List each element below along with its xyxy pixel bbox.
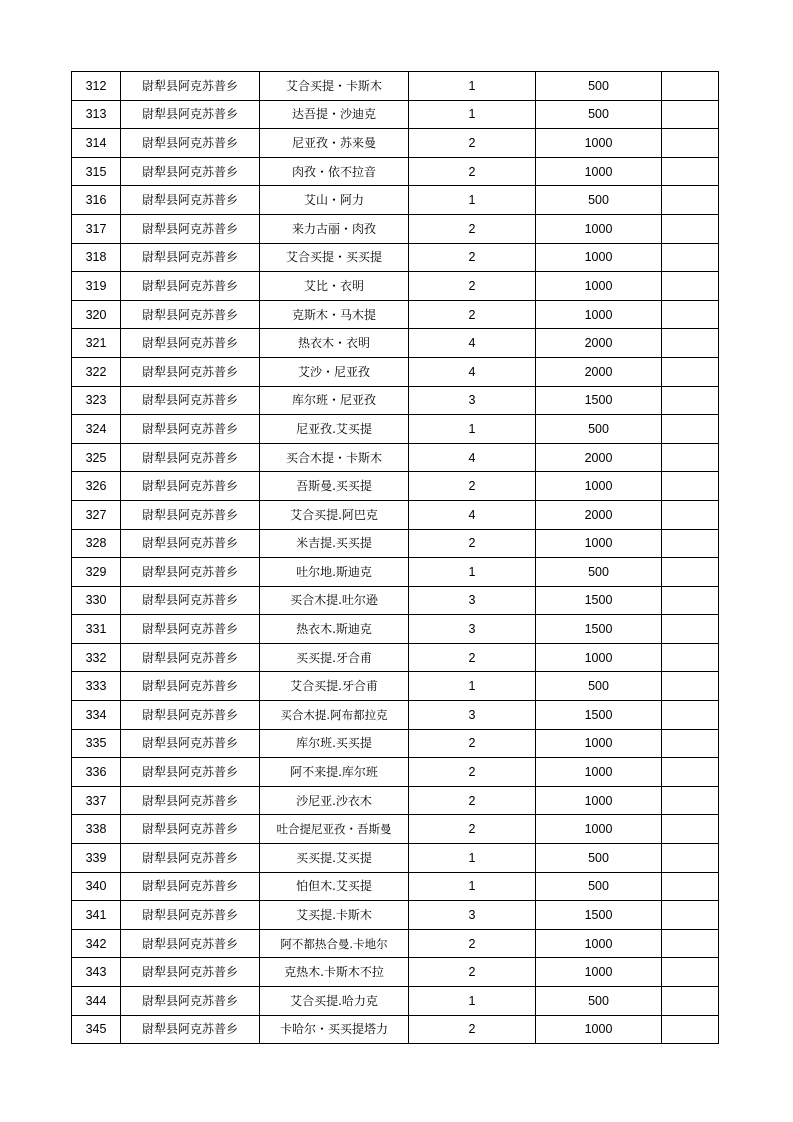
amount-cell: 1500: [536, 701, 662, 730]
township-cell: 尉犁县阿克苏普乡: [121, 500, 260, 529]
row-number-cell: 314: [72, 129, 121, 158]
note-cell: [662, 729, 719, 758]
person-name-cell: 买合木提.阿布都拉克: [260, 701, 409, 730]
note-cell: [662, 701, 719, 730]
table-row: [72, 586, 719, 615]
note-cell: [662, 300, 719, 329]
row-number-cell: 334: [72, 701, 121, 730]
amount-cell: 500: [536, 872, 662, 901]
person-name-cell: 克热木.卡斯木不拉: [260, 958, 409, 987]
amount-cell: 500: [536, 72, 662, 101]
table-row: [72, 786, 719, 815]
table-row: [72, 357, 719, 386]
table-row: [72, 929, 719, 958]
household-count-cell: 1: [409, 987, 536, 1016]
note-cell: [662, 100, 719, 129]
township-cell: 尉犁县阿克苏普乡: [121, 558, 260, 587]
township-cell: 尉犁县阿克苏普乡: [121, 214, 260, 243]
township-cell: 尉犁县阿克苏普乡: [121, 844, 260, 873]
row-number-cell: 319: [72, 272, 121, 301]
row-number-cell: 321: [72, 329, 121, 358]
row-number-cell: 322: [72, 357, 121, 386]
person-name-cell: 热衣木・衣明: [260, 329, 409, 358]
row-number-cell: 320: [72, 300, 121, 329]
amount-cell: 1000: [536, 214, 662, 243]
table-row: [72, 958, 719, 987]
note-cell: [662, 329, 719, 358]
note-cell: [662, 157, 719, 186]
amount-cell: 1000: [536, 958, 662, 987]
person-name-cell: 艾合买提・买买提: [260, 243, 409, 272]
amount-cell: 500: [536, 100, 662, 129]
person-name-cell: 沙尼亚.沙衣木: [260, 786, 409, 815]
table-row: [72, 72, 719, 101]
person-name-cell: 尼亚孜・苏来曼: [260, 129, 409, 158]
amount-cell: 1000: [536, 529, 662, 558]
township-cell: 尉犁县阿克苏普乡: [121, 243, 260, 272]
table-row: [72, 443, 719, 472]
township-cell: 尉犁县阿克苏普乡: [121, 72, 260, 101]
row-number-cell: 336: [72, 758, 121, 787]
note-cell: [662, 558, 719, 587]
household-count-cell: 1: [409, 558, 536, 587]
table-row: [72, 758, 719, 787]
note-cell: [662, 929, 719, 958]
township-cell: 尉犁县阿克苏普乡: [121, 958, 260, 987]
township-cell: 尉犁县阿克苏普乡: [121, 872, 260, 901]
household-count-cell: 2: [409, 729, 536, 758]
table-row: [72, 243, 719, 272]
person-name-cell: 米吉提.买买提: [260, 529, 409, 558]
table-row: [72, 558, 719, 587]
note-cell: [662, 987, 719, 1016]
amount-cell: 2000: [536, 357, 662, 386]
table-row: [72, 415, 719, 444]
table-row: [72, 214, 719, 243]
row-number-cell: 328: [72, 529, 121, 558]
household-count-cell: 2: [409, 1015, 536, 1044]
person-name-cell: 阿不来提.库尔班: [260, 758, 409, 787]
note-cell: [662, 129, 719, 158]
amount-cell: 1000: [536, 1015, 662, 1044]
table-row: [72, 329, 719, 358]
note-cell: [662, 415, 719, 444]
amount-cell: 500: [536, 558, 662, 587]
township-cell: 尉犁县阿克苏普乡: [121, 643, 260, 672]
household-count-cell: 2: [409, 643, 536, 672]
table-row: [72, 872, 719, 901]
person-name-cell: 达吾提・沙迪克: [260, 100, 409, 129]
table-row: [72, 272, 719, 301]
person-name-cell: 阿不都热合曼.卡地尔: [260, 929, 409, 958]
amount-cell: 1000: [536, 815, 662, 844]
household-count-cell: 2: [409, 157, 536, 186]
table-row: [72, 729, 719, 758]
township-cell: 尉犁县阿克苏普乡: [121, 586, 260, 615]
household-count-cell: 2: [409, 786, 536, 815]
note-cell: [662, 500, 719, 529]
household-count-cell: 3: [409, 586, 536, 615]
household-count-cell: 2: [409, 958, 536, 987]
household-count-cell: 4: [409, 443, 536, 472]
row-number-cell: 329: [72, 558, 121, 587]
row-number-cell: 315: [72, 157, 121, 186]
person-name-cell: 吐合提尼亚孜・吾斯曼: [260, 815, 409, 844]
person-name-cell: 艾沙・尼亚孜: [260, 357, 409, 386]
amount-cell: 500: [536, 987, 662, 1016]
person-name-cell: 买合木提.吐尔逊: [260, 586, 409, 615]
township-cell: 尉犁县阿克苏普乡: [121, 987, 260, 1016]
table-row: [72, 157, 719, 186]
row-number-cell: 337: [72, 786, 121, 815]
row-number-cell: 342: [72, 929, 121, 958]
subsidy-roster-table: [71, 71, 719, 1044]
township-cell: 尉犁县阿克苏普乡: [121, 415, 260, 444]
township-cell: 尉犁县阿克苏普乡: [121, 386, 260, 415]
township-cell: 尉犁县阿克苏普乡: [121, 729, 260, 758]
township-cell: 尉犁县阿克苏普乡: [121, 758, 260, 787]
table-row: [72, 529, 719, 558]
amount-cell: 1000: [536, 300, 662, 329]
household-count-cell: 2: [409, 272, 536, 301]
row-number-cell: 338: [72, 815, 121, 844]
person-name-cell: 艾合买提・卡斯木: [260, 72, 409, 101]
row-number-cell: 332: [72, 643, 121, 672]
amount-cell: 1000: [536, 729, 662, 758]
table-row: [72, 815, 719, 844]
row-number-cell: 333: [72, 672, 121, 701]
note-cell: [662, 357, 719, 386]
township-cell: 尉犁县阿克苏普乡: [121, 329, 260, 358]
household-count-cell: 1: [409, 72, 536, 101]
note-cell: [662, 901, 719, 930]
household-count-cell: 2: [409, 214, 536, 243]
amount-cell: 2000: [536, 500, 662, 529]
table-row: [72, 300, 719, 329]
township-cell: 尉犁县阿克苏普乡: [121, 786, 260, 815]
household-count-cell: 3: [409, 701, 536, 730]
note-cell: [662, 586, 719, 615]
person-name-cell: 买买提.艾买提: [260, 844, 409, 873]
note-cell: [662, 1015, 719, 1044]
household-count-cell: 2: [409, 243, 536, 272]
note-cell: [662, 472, 719, 501]
township-cell: 尉犁县阿克苏普乡: [121, 615, 260, 644]
row-number-cell: 344: [72, 987, 121, 1016]
amount-cell: 500: [536, 844, 662, 873]
note-cell: [662, 186, 719, 215]
row-number-cell: 330: [72, 586, 121, 615]
household-count-cell: 1: [409, 672, 536, 701]
table-row: [72, 472, 719, 501]
township-cell: 尉犁县阿克苏普乡: [121, 300, 260, 329]
note-cell: [662, 386, 719, 415]
amount-cell: 1000: [536, 129, 662, 158]
row-number-cell: 325: [72, 443, 121, 472]
township-cell: 尉犁县阿克苏普乡: [121, 100, 260, 129]
person-name-cell: 来力古丽・肉孜: [260, 214, 409, 243]
person-name-cell: 尼亚孜.艾买提: [260, 415, 409, 444]
township-cell: 尉犁县阿克苏普乡: [121, 443, 260, 472]
person-name-cell: 库尔班.买买提: [260, 729, 409, 758]
household-count-cell: 1: [409, 100, 536, 129]
amount-cell: 1000: [536, 472, 662, 501]
table-row: [72, 672, 719, 701]
table-row: [72, 844, 719, 873]
household-count-cell: 1: [409, 415, 536, 444]
table-row: [72, 615, 719, 644]
person-name-cell: 库尔班・尼亚孜: [260, 386, 409, 415]
note-cell: [662, 272, 719, 301]
household-count-cell: 2: [409, 529, 536, 558]
table-row: [72, 1015, 719, 1044]
person-name-cell: 艾合买提.阿巴克: [260, 500, 409, 529]
row-number-cell: 317: [72, 214, 121, 243]
person-name-cell: 吐尔地.斯迪克: [260, 558, 409, 587]
note-cell: [662, 72, 719, 101]
note-cell: [662, 643, 719, 672]
township-cell: 尉犁县阿克苏普乡: [121, 901, 260, 930]
person-name-cell: 艾比・衣明: [260, 272, 409, 301]
household-count-cell: 3: [409, 615, 536, 644]
household-count-cell: 2: [409, 815, 536, 844]
amount-cell: 1000: [536, 157, 662, 186]
household-count-cell: 1: [409, 872, 536, 901]
note-cell: [662, 443, 719, 472]
row-number-cell: 324: [72, 415, 121, 444]
township-cell: 尉犁县阿克苏普乡: [121, 186, 260, 215]
township-cell: 尉犁县阿克苏普乡: [121, 815, 260, 844]
household-count-cell: 1: [409, 186, 536, 215]
amount-cell: 1500: [536, 386, 662, 415]
roster-table-body: [72, 72, 719, 1044]
household-count-cell: 2: [409, 929, 536, 958]
household-count-cell: 4: [409, 500, 536, 529]
table-row: [72, 987, 719, 1016]
amount-cell: 1000: [536, 272, 662, 301]
household-count-cell: 3: [409, 386, 536, 415]
note-cell: [662, 758, 719, 787]
note-cell: [662, 243, 719, 272]
table-row: [72, 386, 719, 415]
amount-cell: 500: [536, 186, 662, 215]
amount-cell: 1500: [536, 615, 662, 644]
amount-cell: 1000: [536, 243, 662, 272]
township-cell: 尉犁县阿克苏普乡: [121, 529, 260, 558]
person-name-cell: 肉孜・依不拉音: [260, 157, 409, 186]
township-cell: 尉犁县阿克苏普乡: [121, 929, 260, 958]
amount-cell: 1500: [536, 586, 662, 615]
table-row: [72, 186, 719, 215]
person-name-cell: 克斯木・马木提: [260, 300, 409, 329]
township-cell: 尉犁县阿克苏普乡: [121, 272, 260, 301]
township-cell: 尉犁县阿克苏普乡: [121, 472, 260, 501]
amount-cell: 2000: [536, 443, 662, 472]
table-row: [72, 901, 719, 930]
row-number-cell: 312: [72, 72, 121, 101]
person-name-cell: 买买提.牙合甫: [260, 643, 409, 672]
row-number-cell: 343: [72, 958, 121, 987]
note-cell: [662, 872, 719, 901]
note-cell: [662, 815, 719, 844]
township-cell: 尉犁县阿克苏普乡: [121, 129, 260, 158]
person-name-cell: 怕但木.艾买提: [260, 872, 409, 901]
township-cell: 尉犁县阿克苏普乡: [121, 157, 260, 186]
person-name-cell: 艾买提.卡斯木: [260, 901, 409, 930]
amount-cell: 1000: [536, 643, 662, 672]
table-row: [72, 100, 719, 129]
household-count-cell: 3: [409, 901, 536, 930]
row-number-cell: 345: [72, 1015, 121, 1044]
amount-cell: 500: [536, 415, 662, 444]
township-cell: 尉犁县阿克苏普乡: [121, 672, 260, 701]
household-count-cell: 2: [409, 300, 536, 329]
person-name-cell: 热衣木.斯迪克: [260, 615, 409, 644]
row-number-cell: 318: [72, 243, 121, 272]
person-name-cell: 艾合买提.牙合甫: [260, 672, 409, 701]
person-name-cell: 艾山・阿力: [260, 186, 409, 215]
household-count-cell: 4: [409, 329, 536, 358]
row-number-cell: 340: [72, 872, 121, 901]
row-number-cell: 326: [72, 472, 121, 501]
table-row: [72, 500, 719, 529]
township-cell: 尉犁县阿克苏普乡: [121, 701, 260, 730]
row-number-cell: 339: [72, 844, 121, 873]
household-count-cell: 2: [409, 129, 536, 158]
row-number-cell: 316: [72, 186, 121, 215]
note-cell: [662, 214, 719, 243]
row-number-cell: 331: [72, 615, 121, 644]
person-name-cell: 艾合买提.哈力克: [260, 987, 409, 1016]
row-number-cell: 323: [72, 386, 121, 415]
amount-cell: 1000: [536, 786, 662, 815]
township-cell: 尉犁县阿克苏普乡: [121, 357, 260, 386]
person-name-cell: 买合木提・卡斯木: [260, 443, 409, 472]
household-count-cell: 2: [409, 758, 536, 787]
table-row: [72, 129, 719, 158]
amount-cell: 500: [536, 672, 662, 701]
household-count-cell: 4: [409, 357, 536, 386]
row-number-cell: 327: [72, 500, 121, 529]
amount-cell: 1500: [536, 901, 662, 930]
household-count-cell: 2: [409, 472, 536, 501]
household-count-cell: 1: [409, 844, 536, 873]
note-cell: [662, 844, 719, 873]
row-number-cell: 335: [72, 729, 121, 758]
township-cell: 尉犁县阿克苏普乡: [121, 1015, 260, 1044]
row-number-cell: 313: [72, 100, 121, 129]
amount-cell: 2000: [536, 329, 662, 358]
person-name-cell: 吾斯曼.买买提: [260, 472, 409, 501]
table-row: [72, 701, 719, 730]
note-cell: [662, 529, 719, 558]
note-cell: [662, 672, 719, 701]
person-name-cell: 卡哈尔・买买提塔力: [260, 1015, 409, 1044]
amount-cell: 1000: [536, 929, 662, 958]
row-number-cell: 341: [72, 901, 121, 930]
note-cell: [662, 958, 719, 987]
amount-cell: 1000: [536, 758, 662, 787]
note-cell: [662, 615, 719, 644]
note-cell: [662, 786, 719, 815]
table-row: [72, 643, 719, 672]
